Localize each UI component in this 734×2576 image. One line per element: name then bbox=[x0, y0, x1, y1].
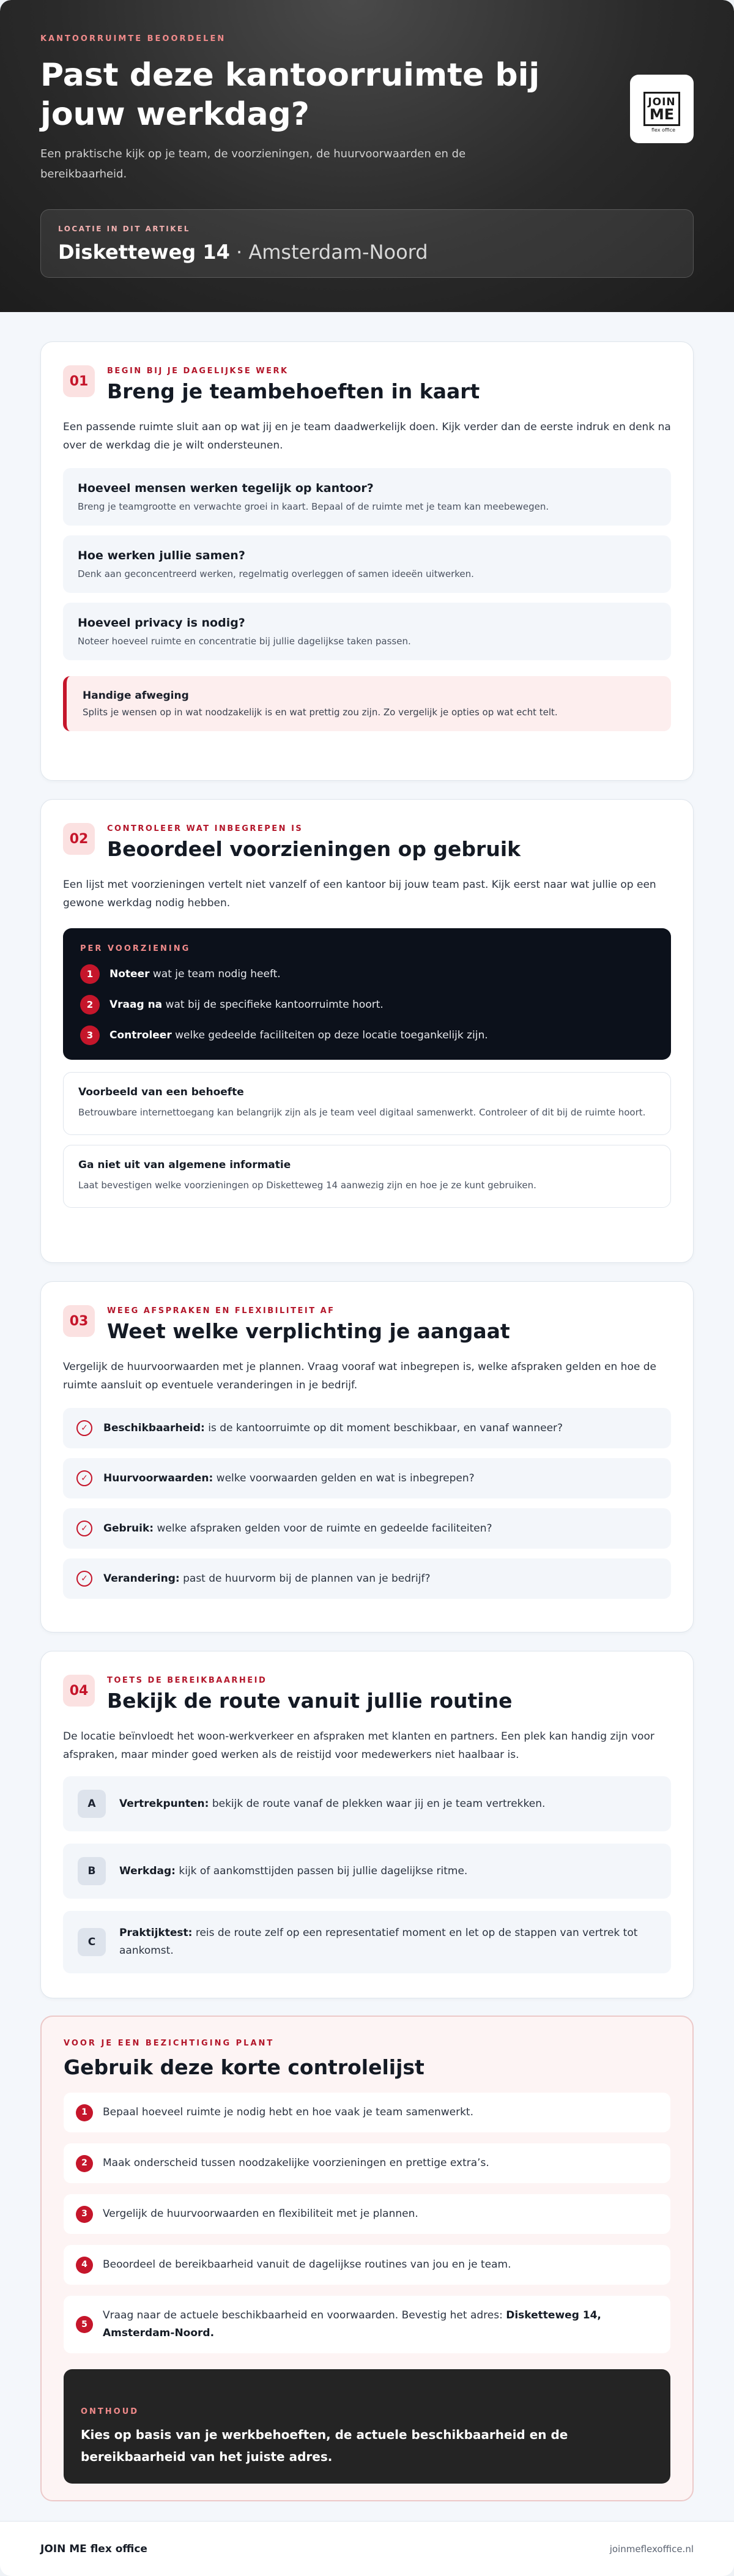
check-item bbox=[63, 1458, 671, 1498]
step-number: 2 bbox=[80, 995, 100, 1014]
note-text: Laat bevestigen welke voorzieningen op Disketteweg 14 aanwezig zijn en hoe je ze kunt gebruiken. bbox=[78, 1180, 536, 1191]
step-bold: Vraag na bbox=[109, 999, 163, 1011]
hero-eyebrow: KANTOORRUIMTE BEOORDELEN bbox=[40, 34, 226, 43]
example-text: Betrouwbare internettoegang kan belangrijk zijn als je team veel digitaal samenwerkt. Controleer of dit bij de ruimte hoort. bbox=[78, 1107, 646, 1118]
section-lead: De locatie beïnvloedt het woon-werkverkeer en afspraken met klanten en partners. Een plek kan handig zijn voor afspraken, maar minder goed werken als de reistijd voor medewerkers niet haalbaar is. bbox=[63, 1730, 654, 1761]
check-bold: Gebruik: bbox=[103, 1522, 154, 1535]
section-title: Beoordeel voorzieningen op gebruik bbox=[107, 837, 521, 861]
brand-logo[interactable] bbox=[630, 75, 694, 143]
section-team-needs bbox=[40, 341, 694, 781]
question-title: Hoe werken jullie samen? bbox=[78, 549, 245, 562]
section-lead: Een lijst met voorzieningen vertelt niet vanzelf of een kantoor bij jouw team past. Kijk eerst naar wat jullie op een gewone werkdag nodig hebben. bbox=[63, 879, 656, 909]
step-rest: welke gedeelde faciliteiten op deze locatie toegankelijk zijn. bbox=[171, 1029, 488, 1041]
section-title: Breng je teambehoeften in kaart bbox=[107, 379, 480, 403]
step-number: 1 bbox=[80, 964, 100, 984]
step-text bbox=[109, 999, 384, 1011]
question-text: Noteer hoeveel ruimte en concentratie bij jullie dagelijkse taken passen. bbox=[78, 636, 411, 647]
check-item bbox=[63, 1558, 671, 1599]
step-item bbox=[80, 964, 654, 984]
checklist-eyebrow: VOOR JE EEN BEZICHTIGING PLANT bbox=[64, 2039, 275, 2048]
section-lead: Vergelijk de huurvoorwaarden met je plannen. Vraag vooraf wat inbegrepen is, welke afspraken gelden en hoe de ruimte aansluit op eventuele veranderingen in je bedrijf. bbox=[63, 1361, 656, 1391]
section-header bbox=[63, 1305, 671, 1343]
check-icon: ✓ bbox=[76, 1420, 92, 1436]
route-rest: reis de route zelf op een representatief moment en let op de stappen van vertrek tot aankomst. bbox=[119, 1927, 638, 1957]
route-text bbox=[119, 1795, 545, 1813]
question-card bbox=[63, 468, 671, 526]
section-titles bbox=[107, 1305, 510, 1343]
check-rest: welke voorwaarden gelden en wat is inbegrepen? bbox=[213, 1472, 475, 1484]
step-bold: Controleer bbox=[109, 1029, 172, 1041]
route-item bbox=[63, 1844, 671, 1899]
section-facilities bbox=[40, 799, 694, 1263]
checklist-text: Bepaal hoeveel ruimte je nodig hebt en hoe vaak je team samenwerkt. bbox=[103, 2106, 473, 2118]
check-rest: welke afspraken gelden voor de ruimte en gedeelde faciliteiten? bbox=[154, 1522, 492, 1535]
checklist-item bbox=[64, 2245, 670, 2285]
checklist-last-text: Vraag naar de actuele beschikbaarheid en voorwaarden. Bevestig het adres: bbox=[103, 2309, 506, 2321]
route-text bbox=[119, 1924, 656, 1960]
section-header bbox=[63, 365, 671, 403]
checklist-section bbox=[40, 2016, 694, 2501]
checklist-number: 5 bbox=[76, 2316, 93, 2333]
logo-text-me: ME bbox=[649, 105, 675, 123]
section-title: Weet welke verplichting je aangaat bbox=[107, 1319, 510, 1343]
example-box bbox=[63, 1072, 671, 1135]
remember-eyebrow: ONTHOUD bbox=[81, 2407, 139, 2416]
section-eyebrow: CONTROLEER WAT INBEGREPEN IS bbox=[107, 824, 303, 833]
question-text: Denk aan geconcentreerd werken, regelmatig overleggen of samen ideeën uitwerken. bbox=[78, 568, 474, 579]
checklist-item bbox=[64, 2194, 670, 2234]
section-titles bbox=[107, 1675, 512, 1713]
hero bbox=[0, 0, 734, 312]
question-card bbox=[63, 535, 671, 593]
hero-intro: Een praktische kijk op je team, de voorzieningen, de huurvoorwaarden en de bereikbaarheid. bbox=[40, 147, 466, 181]
tip-callout bbox=[63, 676, 671, 731]
checklist-item bbox=[64, 2143, 670, 2183]
route-rest: kijk of aankomsttijden passen bij jullie dagelijkse ritme. bbox=[175, 1864, 468, 1877]
check-text bbox=[103, 1472, 475, 1484]
section-eyebrow: WEEG AFSPRAKEN EN FLEXIBILITEIT AF bbox=[107, 1306, 335, 1316]
check-text bbox=[103, 1573, 430, 1585]
step-text bbox=[109, 1029, 488, 1041]
section-titles bbox=[107, 365, 480, 403]
section-eyebrow: TOETS DE BEREIKBAARHEID bbox=[107, 1676, 267, 1685]
checklist-text: Vergelijk de huurvoorwaarden en flexibiliteit met je plannen. bbox=[103, 2208, 418, 2220]
check-bold: Huurvoorwaarden: bbox=[103, 1472, 213, 1484]
route-bold: Vertrekpunten: bbox=[119, 1797, 209, 1810]
section-lead: Een passende ruimte sluit aan op wat jij en je team daadwerkelijk doen. Kijk verder dan de eerste indruk en denk na over de werkdag die je wilt ondersteunen. bbox=[63, 421, 671, 452]
page-title: Past deze kantoorruimte bij jouw werkdag? bbox=[40, 57, 540, 133]
step-bold: Noteer bbox=[109, 968, 150, 980]
check-rest: is de kantoorruimte op dit moment beschikbaar, en vanaf wanneer? bbox=[204, 1422, 563, 1434]
section-title: Bekijk de route vanuit jullie routine bbox=[107, 1689, 513, 1713]
route-bold: Praktijktest: bbox=[119, 1927, 193, 1939]
remember-text: Kies op basis van je werkbehoeften, de actuele beschikbaarheid en de bereikbaarheid van het juiste adres. bbox=[81, 2427, 568, 2464]
section-titles bbox=[107, 823, 521, 861]
route-bold: Werkdag: bbox=[119, 1864, 176, 1877]
route-rest: bekijk de route vanaf de plekken waar jij en je team vertrekken. bbox=[209, 1797, 546, 1810]
footer-url[interactable]: joinmeflexoffice.nl bbox=[609, 2543, 694, 2555]
checklist-number: 3 bbox=[76, 2206, 93, 2223]
remember-panel bbox=[64, 2369, 670, 2484]
location-eyebrow: LOCATIE IN DIT ARTIKEL bbox=[58, 225, 190, 233]
route-item bbox=[63, 1911, 671, 1973]
footer bbox=[0, 2521, 734, 2576]
section-accessibility bbox=[40, 1651, 694, 1998]
question-title: Hoeveel privacy is nodig? bbox=[78, 616, 245, 630]
check-item bbox=[63, 1408, 671, 1448]
checklist-title: Gebruik deze korte controlelijst bbox=[64, 2055, 424, 2079]
checklist-number: 4 bbox=[76, 2257, 93, 2274]
tip-text: Splits je wensen op in wat noodzakelijk is en wat prettig zou zijn. Zo vergelijk je opties op wat echt telt. bbox=[83, 707, 558, 718]
check-bold: Verandering: bbox=[103, 1573, 180, 1585]
step-text bbox=[109, 968, 281, 980]
check-icon: ✓ bbox=[76, 1571, 92, 1587]
logo-text-flex: flex office bbox=[651, 127, 676, 133]
section-eyebrow: BEGIN BIJ JE DAGELIJKSE WERK bbox=[107, 367, 289, 376]
footer-brand[interactable]: JOIN ME flex office bbox=[40, 2542, 147, 2555]
address-street: Disketteweg 14 bbox=[58, 240, 230, 264]
check-rest: past de huurvorm bij de plannen van je bedrijf? bbox=[179, 1573, 431, 1585]
step-rest: wat je team nodig heeft. bbox=[149, 968, 281, 980]
checklist-text: Beoordeel de bereikbaarheid vanuit de dagelijkse routines van jou en je team. bbox=[103, 2258, 511, 2271]
check-icon: ✓ bbox=[76, 1470, 92, 1486]
checklist-number: 1 bbox=[76, 2104, 93, 2121]
location-panel bbox=[40, 209, 694, 278]
step-item bbox=[80, 995, 654, 1014]
step-number: 3 bbox=[80, 1026, 100, 1045]
section-commitment bbox=[40, 1281, 694, 1632]
check-text bbox=[103, 1422, 563, 1434]
checklist-item bbox=[64, 2093, 670, 2132]
check-icon: ✓ bbox=[76, 1521, 92, 1536]
example-title: Voorbeeld van een behoefte bbox=[78, 1086, 244, 1098]
checklist-last-bold: Disketteweg 14, Amsterdam-Noord. bbox=[103, 2309, 601, 2339]
section-header bbox=[63, 1675, 671, 1713]
question-card bbox=[63, 603, 671, 660]
section-header bbox=[63, 823, 671, 861]
checklist-item bbox=[64, 2296, 670, 2353]
route-letter: A bbox=[78, 1790, 106, 1818]
checklist-text-last bbox=[103, 2307, 658, 2342]
location-address bbox=[58, 240, 676, 264]
step-item bbox=[80, 1026, 654, 1045]
logo-mark bbox=[643, 92, 680, 133]
section-number: 03 bbox=[63, 1305, 95, 1337]
facility-steps-panel bbox=[63, 928, 671, 1060]
check-text bbox=[103, 1522, 492, 1535]
question-title: Hoeveel mensen werken tegelijk op kantoor? bbox=[78, 482, 374, 495]
panel-eyebrow: PER VOORZIENING bbox=[80, 944, 191, 953]
section-number: 01 bbox=[63, 365, 95, 397]
route-item bbox=[63, 1776, 671, 1831]
address-city: Amsterdam-Noord bbox=[248, 240, 428, 264]
route-letter: B bbox=[78, 1857, 106, 1885]
section-number: 04 bbox=[63, 1675, 95, 1707]
address-separator: · bbox=[229, 240, 249, 264]
route-text bbox=[119, 1863, 467, 1880]
step-rest: wat bij de specifieke kantoorruimte hoort. bbox=[162, 999, 384, 1011]
section-number: 02 bbox=[63, 823, 95, 855]
note-box bbox=[63, 1145, 671, 1208]
checklist-text: Maak onderscheid tussen noodzakelijke voorzieningen en prettige extra’s. bbox=[103, 2157, 489, 2169]
checklist-number: 2 bbox=[76, 2155, 93, 2172]
tip-title: Handige afweging bbox=[83, 690, 189, 702]
question-text: Breng je teamgrootte en verwachte groei in kaart. Bepaal of de ruimte met je team kan meebewegen. bbox=[78, 501, 549, 512]
check-bold: Beschikbaarheid: bbox=[103, 1422, 205, 1434]
check-item bbox=[63, 1508, 671, 1549]
note-title: Ga niet uit van algemene informatie bbox=[78, 1159, 291, 1171]
logo-text-join: JOIN bbox=[648, 95, 676, 108]
route-letter: C bbox=[78, 1928, 106, 1956]
